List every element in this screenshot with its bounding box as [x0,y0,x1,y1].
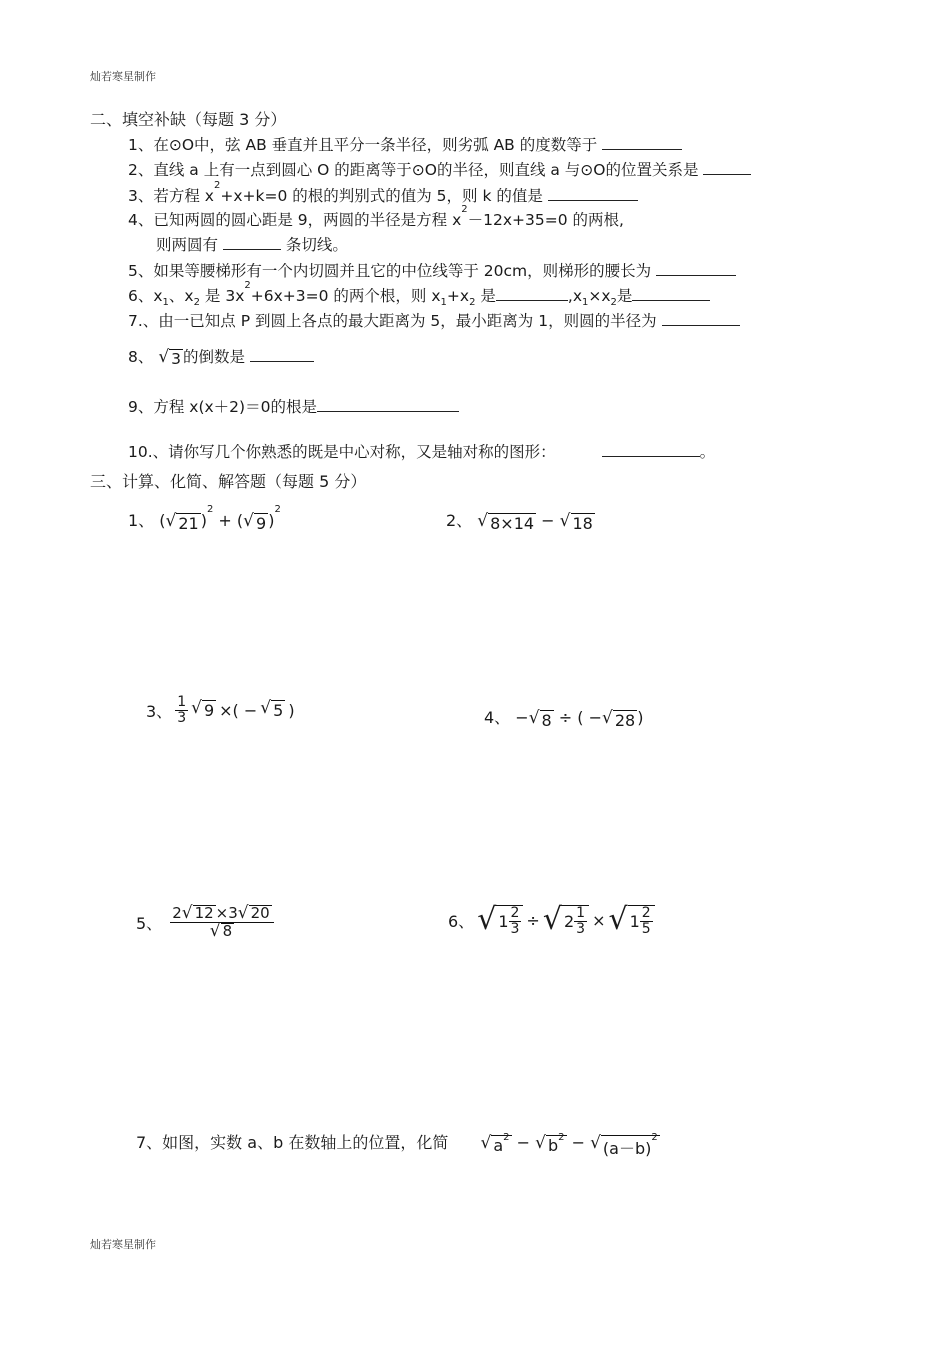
answer-blank[interactable] [317,397,459,412]
question-7: 7.、由一已知点 P 到圆上各点的最大距离为 5，最小距离为 1，则圆的半径为 [128,309,740,331]
answer-blank[interactable] [662,311,740,326]
problem-5: 5、 2 √ 12 ×3 √ 20 √ 8 [136,905,274,940]
question-2: 2、直线 a 上有一点到圆心 O 的距离等于⊙O的半径，则直线 a 与⊙O的位置关系是 [128,158,751,180]
answer-blank[interactable] [496,286,568,301]
problem-7: 7、如图，实数 a、b 在数轴上的位置，化简 √ $a^2$ − √ $b^2$ − √ $(a-b)^2$ [136,1132,658,1158]
answer-blank[interactable] [703,160,751,175]
problem-6: 6、 √ 1 $\frac{2}{3}$ ÷ √ 2 $\frac{1}{3}$ × √ 1 $\frac{2}{5}$ [448,905,655,936]
problem-4: 4、 − √ 8 ÷ ( − √ 28 ) [484,708,644,730]
problem-3: 3、 $\frac{1}{3}$ √ 9 ×( − √ 5 ) [146,694,295,726]
problem-2: 2、 √ 8×14 − √ 18 [446,511,593,533]
header-watermark: 灿若寒星制作 [90,70,156,83]
question-3: 3、若方程 $x^2+x+k=0$ 的根的判别式的值为 5，则 k 的值是 [128,184,638,206]
question-4-cont: 则两圆有 条切线。 [156,236,348,254]
answer-blank[interactable] [250,347,314,362]
problem-1: 1、 ( √ 21 )$^2$ + ( √ 9 )$^2$ [128,504,281,533]
footer-watermark: 灿若寒星制作 [90,1238,156,1251]
question-9: 9、方程 x(x＋2)＝0的根是 [128,395,459,417]
question-8: 8、 √ 3 的倒数是 [128,345,314,368]
answer-blank[interactable] [632,286,710,301]
question-5: 5、如果等腰梯形有一个内切圆并且它的中位线等于 20cm，则梯形的腰长为 [128,259,736,281]
answer-blank[interactable] [602,135,682,150]
question-10: 10.、请你写几个你熟悉的既是中心对称，又是轴对称的图形： 。 [128,443,716,461]
answer-blank[interactable] [223,235,281,250]
answer-blank[interactable] [656,261,736,276]
section2-title: 二、填空补缺（每题 3 分） [90,110,287,129]
question-6: 6、$x_1$、$x_2$ 是 $3x^2+6x+3=0$ 的两个根，则 $x_1+x_2$ 是 $,x_1\times x_2$是 [128,284,710,308]
answer-blank[interactable] [548,186,638,201]
answer-blank[interactable] [602,442,700,457]
sqrt-expression: √ 3 [158,347,182,368]
question-1: 1、在⊙O中，弦 AB 垂直并且平分一条半径，则劣弧 AB 的度数等于 [128,133,682,155]
question-4: 4、已知两圆的圆心距是 9，两圆的半径是方程 $x^2-12x+35=0$ 的两根, [128,204,624,229]
section3-title: 三、计算、化简、解答题（每题 5 分） [90,472,367,491]
